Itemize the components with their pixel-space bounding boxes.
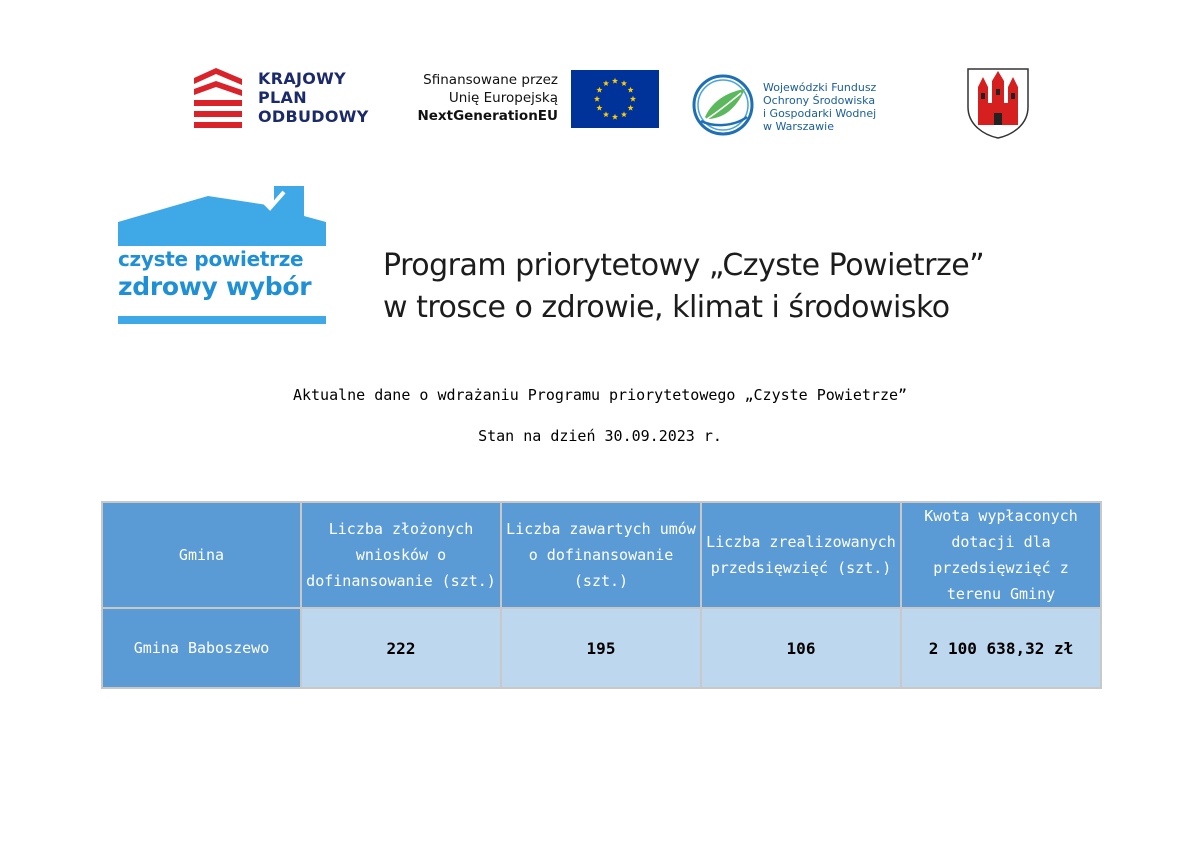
table-row (102, 608, 1101, 688)
document-heading: Aktualne dane o wdrażaniu Programu priorytetowego „Czyste Powietrze” (292, 386, 908, 404)
cell-applications: 222 (301, 608, 501, 688)
cell-agreements: 195 (501, 608, 701, 688)
kpo-line-1: KRAJOWY (258, 69, 346, 88)
wfos-line-2: Ochrony Środowiska (763, 94, 876, 107)
kpo-logo-text (258, 69, 369, 126)
header-completed: Liczba zrealizowanych przedsięwzięć (szt.) (701, 502, 901, 608)
slogan-line-1: czyste powietrze (118, 247, 304, 271)
program-title-line-1: Program priorytetowy „Czyste Powietrze” (383, 248, 985, 283)
cell-completed: 106 (701, 608, 901, 688)
wfos-emblem-icon (691, 73, 755, 137)
eu-funding-text (400, 71, 558, 125)
wfos-line-4: w Warszawie (763, 120, 834, 133)
coat-of-arms-icon (966, 67, 1030, 140)
status-date: Stan na dzień 30.09.2023 r. (478, 427, 722, 445)
kpo-line-3: ODBUDOWY (258, 107, 369, 126)
program-title-line-2: w trosce o zdrowie, klimat i środowisko (383, 290, 950, 325)
header-applications: Liczba złożonych wniosków o dofinansowanie (szt.) (301, 502, 501, 608)
cell-gmina: Gmina Baboszewo (102, 608, 301, 688)
cell-amount: 2 100 638,32 zł (901, 608, 1101, 688)
eu-flag-icon (571, 70, 659, 128)
wfos-line-1: Wojewódzki Fundusz (763, 81, 877, 94)
eu-line-3: NextGenerationEU (417, 108, 558, 124)
slogan-line-2: zdrowy wybór (118, 272, 312, 301)
header-amount: Kwota wypłaconych dotacji dla przedsięwzięć z terenu Gminy (901, 502, 1101, 608)
implementation-data-table (101, 501, 1102, 689)
czyste-powietrze-slogan (118, 246, 328, 302)
header-agreements: Liczba zawartych umów o dofinansowanie (szt.) (501, 502, 701, 608)
eu-line-2: Unię Europejską (448, 90, 558, 106)
table-header-row (102, 502, 1101, 608)
wfos-line-3: i Gospodarki Wodnej (763, 107, 877, 120)
header-gmina: Gmina (102, 502, 301, 608)
eu-line-1: Sfinansowane przez (423, 72, 558, 88)
program-title (383, 245, 984, 329)
wfos-logo-text (763, 81, 876, 133)
kpo-line-2: PLAN (258, 88, 307, 107)
